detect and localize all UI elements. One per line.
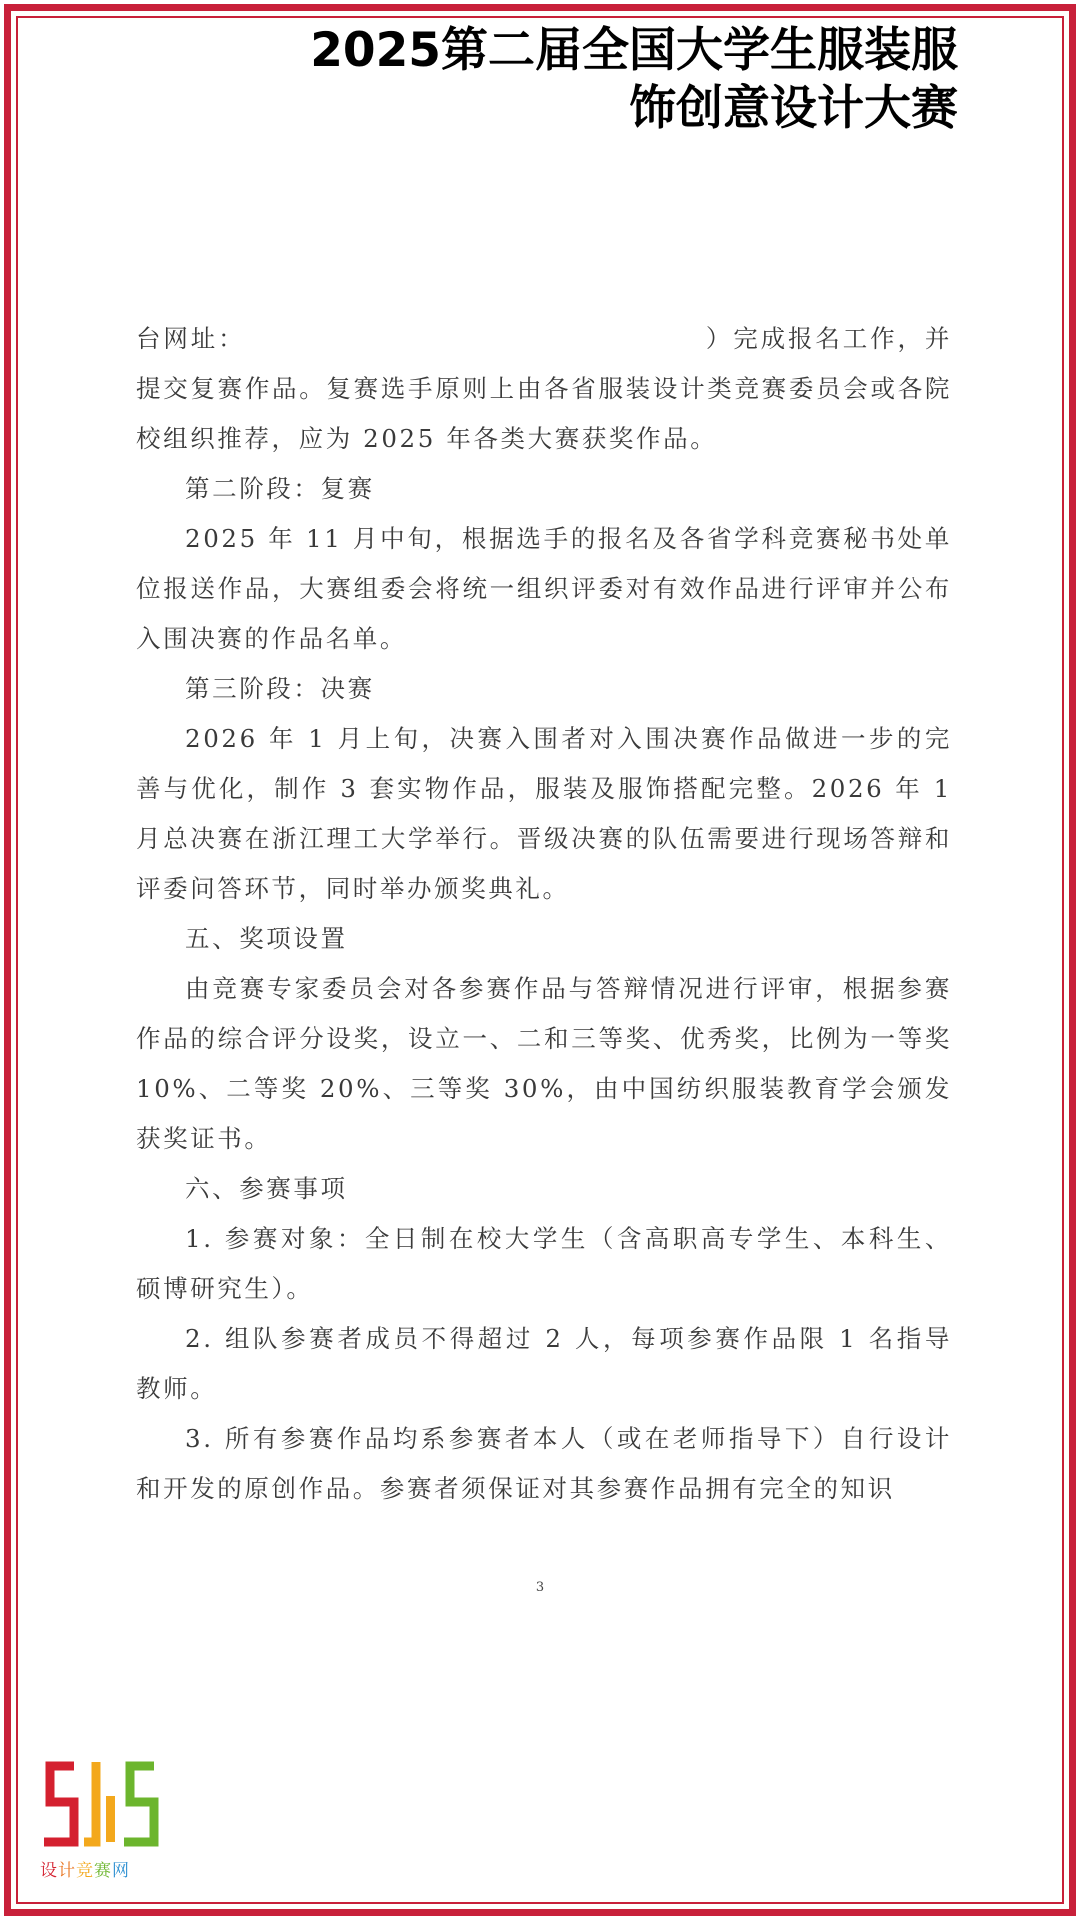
logo-caption-char: 网 <box>112 1861 130 1881</box>
paragraph-awards: 由竞赛专家委员会对各参赛作品与答辩情况进行评审，根据参赛作品的综合评分设奖，设立一、二和三等奖、优秀奖，比例为一等奖 10%、二等奖 20%、三等奖 30%，由中国纺织服装教育学会颁发获奖证书。 <box>136 974 952 1153</box>
registration-suffix: ）完成报名工作，并提交复赛作品。复赛选手原则上由各省服装设计类竞赛委员会或各院校组织推荐，应为 2025 年各类大赛获奖作品。 <box>136 324 952 453</box>
item-eligibility: 1. 参赛对象：全日制在校大学生（含高职高专学生、本科生、硕博研究生）。 <box>136 1224 952 1303</box>
logo-caption-char: 计 <box>58 1861 76 1881</box>
logo-caption <box>40 1856 170 1881</box>
item-originality: 3. 所有参赛作品均系参赛者本人（或在老师指导下）自行设计和开发的原创作品。参赛者须保证对其参赛作品拥有完全的知识 <box>136 1424 952 1503</box>
sjs-logo-mark <box>40 1756 162 1854</box>
page-number: 3 <box>535 1580 545 1595</box>
logo-s-left <box>44 1766 74 1842</box>
heading-awards: 五、奖项设置 <box>185 924 348 953</box>
logo-s-right <box>124 1766 154 1842</box>
logo-caption-char: 设 <box>40 1861 58 1881</box>
paragraph-registration <box>136 314 952 464</box>
paragraph-stage-three: 2026 年 1 月上旬，决赛入围者对入围决赛作品做进一步的完善与优化，制作 3 套实物作品，服装及服饰搭配完整。2026 年 1 月总决赛在浙江理工大学举行。晋级决赛的队伍需要进行现场答辩和评委问答环节，同时举办颁奖典礼。 <box>136 724 952 903</box>
paragraph-stage-two: 2025 年 11 月中旬，根据选手的报名及各省学科竞赛秘书处单位报送作品，大赛组委会将统一组织评委对有效作品进行评审并公布入围决赛的作品名单。 <box>136 524 952 653</box>
sjs-logo <box>40 1756 170 1886</box>
item-team-size: 2. 组队参赛者成员不得超过 2 人，每项参赛作品限 1 名指导教师。 <box>136 1324 952 1403</box>
heading-stage-three: 第三阶段：决赛 <box>185 674 375 703</box>
registration-prefix: 台网址： <box>136 324 246 353</box>
document-body <box>136 314 952 1514</box>
page-title <box>198 22 958 138</box>
logo-caption-char: 竞 <box>76 1861 94 1881</box>
heading-participation: 六、参赛事项 <box>185 1174 348 1203</box>
heading-stage-two: 第二阶段：复赛 <box>185 474 375 503</box>
logo-j-middle <box>84 1762 96 1842</box>
logo-caption-char: 赛 <box>94 1861 112 1881</box>
page-title-line-1: 2025第二届全国大学生服装服 <box>310 23 958 78</box>
logo-center-bar <box>106 1796 115 1842</box>
page-title-line-2: 饰创意设计大赛 <box>629 81 958 136</box>
